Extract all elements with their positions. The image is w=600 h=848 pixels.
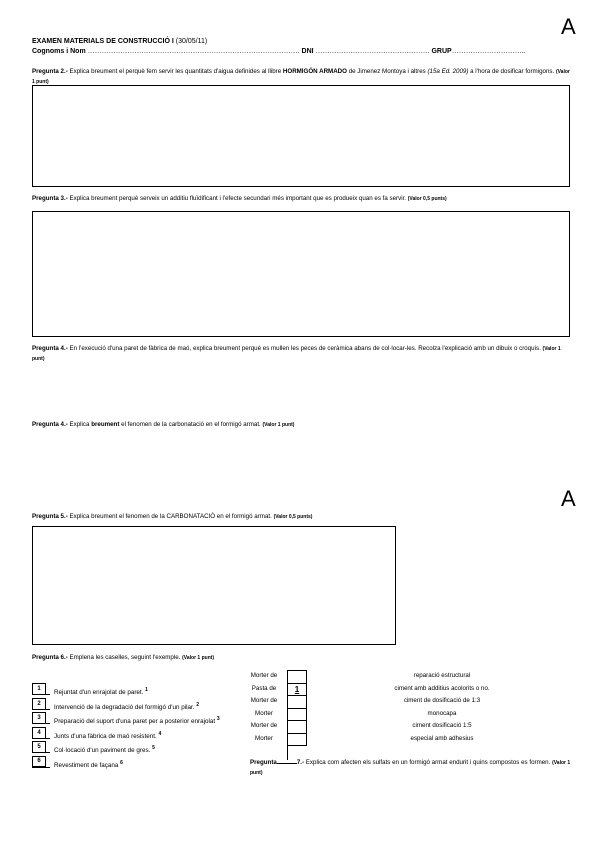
- question-6-value: (Valor 1 punt): [182, 655, 215, 661]
- q6-item-underline: [32, 752, 50, 753]
- question-6-label: Pregunta 6.-: [32, 654, 68, 661]
- q6-right-label: ciment dosificació 1:5: [412, 722, 472, 729]
- q6-mid-label: Morter de: [250, 697, 278, 704]
- q6-right-label: ciment amb additius acolorits o no.: [394, 684, 490, 692]
- question-5: [32, 512, 574, 522]
- q6-mid-label: Morter: [255, 734, 273, 742]
- question-4a: [32, 344, 574, 364]
- q6-item-sup: 5: [152, 745, 155, 751]
- q6-mid-label: Morter: [255, 709, 273, 717]
- q6-item-label: Col·locació d'un paviment de gres.: [54, 747, 151, 755]
- q6-item-sup: 2: [196, 701, 200, 708]
- q6-answer-cell[interactable]: [287, 670, 307, 683]
- student-info-line: [32, 48, 526, 55]
- q6-item-underline: [32, 738, 50, 739]
- name-field[interactable]: ……………………………………………………………………………….: [87, 48, 300, 55]
- question-2-text-b: de Jimenez Montoya i altres: [348, 68, 426, 75]
- q6-item-underline: [32, 709, 50, 710]
- q6-item-sup: 3: [216, 716, 220, 722]
- q6-item-underline: [32, 723, 50, 724]
- question-5-value: (Valor 0,5 punts): [273, 514, 313, 520]
- question-3: [32, 194, 574, 204]
- question-4b-bold: breument: [91, 421, 120, 428]
- question-3-text: Explica breument perquè serveix un additiu fluïdificant i l'efecte secundari més important que es produeix quan es fa servir.: [69, 195, 407, 202]
- question-7-text-b: formen.: [529, 759, 551, 766]
- question-4b-text-b: el fenomen de la carbonatació en el formigó armat.: [121, 421, 261, 428]
- q6-right-label: reparació estructural: [413, 672, 471, 679]
- q6-item-text: [54, 760, 123, 769]
- q6-answer-cell[interactable]: [287, 708, 307, 721]
- grup-label: GRUP: [431, 48, 452, 55]
- q6-item-number: 5: [32, 741, 46, 752]
- question-2-text-a: Explica breument el perquè fem servir les quantitats d'aigua definides al llibre: [69, 68, 282, 75]
- q6-item-text: [54, 687, 148, 696]
- name-label: Cognoms i Nom: [32, 48, 86, 55]
- version-letter-top: A: [561, 14, 576, 39]
- question-4a-label: Pregunta 4.-: [32, 345, 68, 352]
- question-2-text-c: a l'hora de dosificar formigons.: [470, 68, 555, 75]
- version-letter-mid: A: [561, 486, 576, 511]
- question-4a-value: (Valor 1 punt): [32, 346, 561, 362]
- q6-item-label: Junts d'una fàbrica de maó resistent.: [54, 732, 157, 740]
- answer-box-q2[interactable]: [32, 85, 570, 187]
- q6-answer-cell[interactable]: [287, 720, 307, 733]
- dni-label: DNI: [301, 48, 314, 55]
- q6-item-number: 2: [32, 698, 46, 709]
- question-3-value: (Valor 0,5 punts): [407, 196, 447, 202]
- exam-date: (30/05/11): [175, 38, 208, 45]
- question-2-label: Pregunta 2.-: [32, 68, 68, 75]
- exam-title-text: EXAMEN MATERIALS DE CONSTRUCCIÓ I: [32, 38, 174, 45]
- q6-item-underline: [32, 767, 50, 768]
- dni-field[interactable]: ………………………………………….: [315, 48, 430, 55]
- question-2-edition: (15a Ed. 2009): [427, 68, 469, 75]
- q6-answer-cell-value: 1: [294, 684, 300, 694]
- q6-item-number: 4: [32, 727, 46, 738]
- question-6: [32, 653, 574, 663]
- q6-item-number: 3: [32, 712, 46, 723]
- question-2: [32, 67, 574, 87]
- q6-item-text: [54, 716, 220, 725]
- question-7-underline: [277, 757, 297, 764]
- q6-item-label: Rejuntat d'un enrajolat de paret.: [54, 689, 144, 697]
- q6-item-underline: [32, 694, 50, 695]
- question-4b-text-a: Explica: [69, 421, 90, 428]
- question-4b-label: Pregunta 4.-: [32, 421, 68, 428]
- q6-right-label: ciment de dosificació de 1:3: [403, 697, 481, 704]
- question-2-book: HORMIGÓN ARMADO: [282, 68, 347, 75]
- question-7-label: Pregunta: [250, 759, 277, 766]
- question-6-text: Emplena les caselles, seguint l'exemple.: [69, 654, 181, 661]
- q6-item-text: [54, 745, 155, 754]
- question-2-value: (Valor 1 punt): [32, 69, 570, 85]
- question-7: [250, 757, 580, 778]
- q6-item-label: Preparació del suport d'una paret per a posterior enrajolat: [54, 718, 216, 726]
- question-4b: [32, 420, 574, 430]
- q6-item-number: 6: [32, 756, 46, 767]
- question-3-label: Pregunta 3.-: [32, 195, 68, 202]
- question-5-text: Explica breument el fenomen de la CARBONATACIÓ en el formigó armat.: [69, 513, 272, 520]
- question-7-label-suffix: 7.-: [296, 759, 305, 766]
- q6-mid-label: Morter de: [250, 722, 278, 729]
- q6-right-label: especial amb adhesius: [410, 734, 474, 742]
- q6-item-sup: 6: [120, 759, 123, 766]
- question-4a-text: En l'execució d'una paret de fàbrica de maó, explica breument perquè es mullen les peces de ceràmica abans de col·locar-les. Recolza l'explicació amb un dibuix o croquis.: [69, 345, 541, 352]
- q6-item-number: 1: [32, 683, 46, 694]
- q6-answer-cell[interactable]: [287, 733, 307, 746]
- question-5-label: Pregunta 5.-: [32, 513, 68, 520]
- question-4b-value: (Valor 1 punt): [262, 422, 295, 428]
- grup-field[interactable]: …………………………..: [451, 48, 526, 55]
- q6-right-label: monocapa: [427, 709, 457, 717]
- answer-box-q5[interactable]: [32, 526, 396, 645]
- q6-item-sup: 1: [145, 687, 148, 693]
- question-7-text-a: Explica com afecten els sulfats en un formigó armat endurit i quins compostos es: [305, 759, 528, 766]
- answer-box-q3[interactable]: [32, 211, 570, 337]
- q6-answer-cell[interactable]: [287, 683, 307, 696]
- q6-item-text: [54, 731, 161, 740]
- q6-mid-label: Morter de: [250, 672, 278, 679]
- q6-item-text: [54, 702, 199, 711]
- q6-mid-label: Pasta de: [251, 684, 277, 692]
- question-7-value: (Valor 1 punt): [250, 760, 571, 776]
- q6-item-label: Intervenció de la degradació del formigó d'un pilar.: [54, 703, 195, 711]
- q6-item-sup: 4: [158, 730, 162, 737]
- q6-item-label: Revestiment de façana: [54, 761, 119, 769]
- exam-title: [32, 38, 207, 45]
- q6-answer-cell[interactable]: [287, 695, 307, 708]
